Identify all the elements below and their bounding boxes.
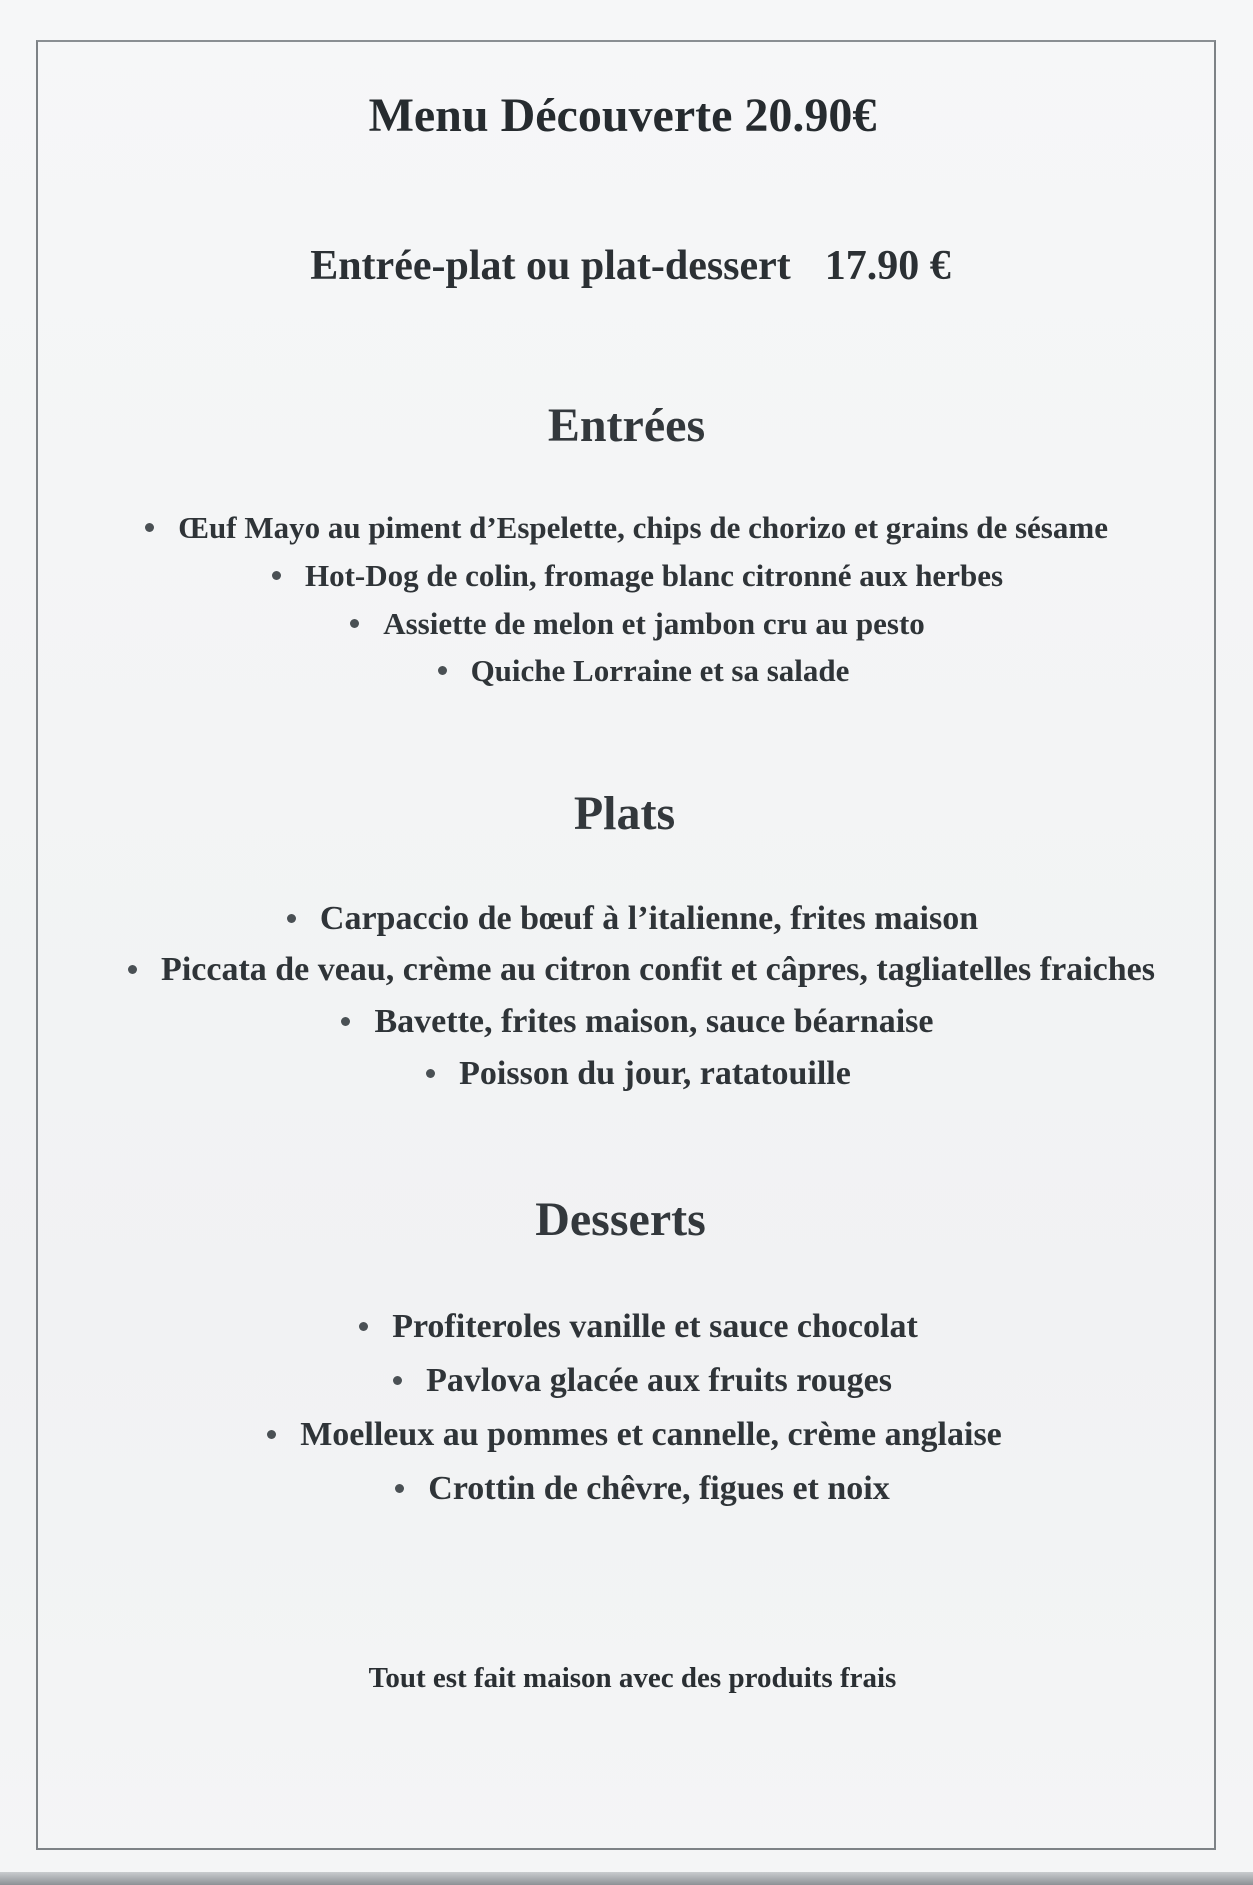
footer-note: Tout est fait maison avec des produits frais	[368, 1662, 897, 1694]
bullet-icon	[145, 523, 154, 532]
bullet-icon	[341, 1017, 350, 1026]
section-heading-entrees: Entrées	[547, 399, 706, 452]
bullet-icon	[350, 619, 359, 628]
formula-label: Entrée-plat ou plat-dessert	[310, 243, 791, 289]
list-item	[0, 510, 1253, 546]
item-label: Profiteroles vanille et sauce chocolat	[392, 1308, 918, 1345]
bullet-icon	[267, 1430, 276, 1439]
item-label: Œuf Mayo au piment d’Espelette, chips de chorizo et grains de sésame	[178, 510, 1108, 545]
bullet-icon	[438, 666, 447, 675]
bullet-icon	[426, 1069, 435, 1078]
formula-line	[4, 242, 1253, 290]
bullet-icon	[128, 965, 137, 974]
menu-title: Menu Découverte 20.90€	[368, 89, 877, 142]
bullet-icon	[359, 1322, 368, 1331]
list-item	[16, 1362, 1253, 1400]
item-label: Poisson du jour, ratatouille	[459, 1055, 851, 1092]
list-item	[17, 653, 1253, 689]
menu-border	[36, 40, 1216, 1850]
list-item	[16, 1470, 1253, 1508]
formula-price: 17.90 €	[824, 243, 951, 289]
bullet-icon	[393, 1376, 402, 1385]
item-label: Assiette de melon et jambon cru au pesto	[383, 606, 925, 641]
item-label: Carpaccio de bœuf à l’italienne, frites maison	[319, 900, 979, 937]
list-item	[8, 1416, 1253, 1454]
item-label: Pavlova glacée aux fruits rouges	[426, 1362, 892, 1399]
section-heading-desserts: Desserts	[535, 1193, 706, 1246]
list-item	[6, 900, 1253, 938]
item-label: Piccata de veau, crème au citron confit et câpres, tagliatelles fraiches	[161, 951, 1155, 988]
bullet-icon	[287, 914, 296, 923]
list-item	[12, 1308, 1253, 1346]
bullet-icon	[395, 1484, 404, 1493]
list-item	[11, 1003, 1253, 1041]
list-item	[11, 558, 1253, 594]
item-label: Moelleux au pommes et cannelle, crème anglaise	[300, 1416, 1002, 1453]
bullet-icon	[272, 571, 281, 580]
page-edge-shadow	[0, 1872, 1253, 1885]
item-label: Crottin de chêvre, figues et noix	[428, 1470, 890, 1507]
section-heading-plats: Plats	[573, 787, 676, 840]
list-item	[11, 606, 1253, 642]
list-item	[15, 951, 1253, 989]
item-label: Quiche Lorraine et sa salade	[470, 653, 850, 688]
item-label: Hot-Dog de colin, fromage blanc citronné aux herbes	[304, 558, 1004, 593]
list-item	[12, 1055, 1253, 1093]
item-label: Bavette, frites maison, sauce béarnaise	[374, 1003, 934, 1040]
